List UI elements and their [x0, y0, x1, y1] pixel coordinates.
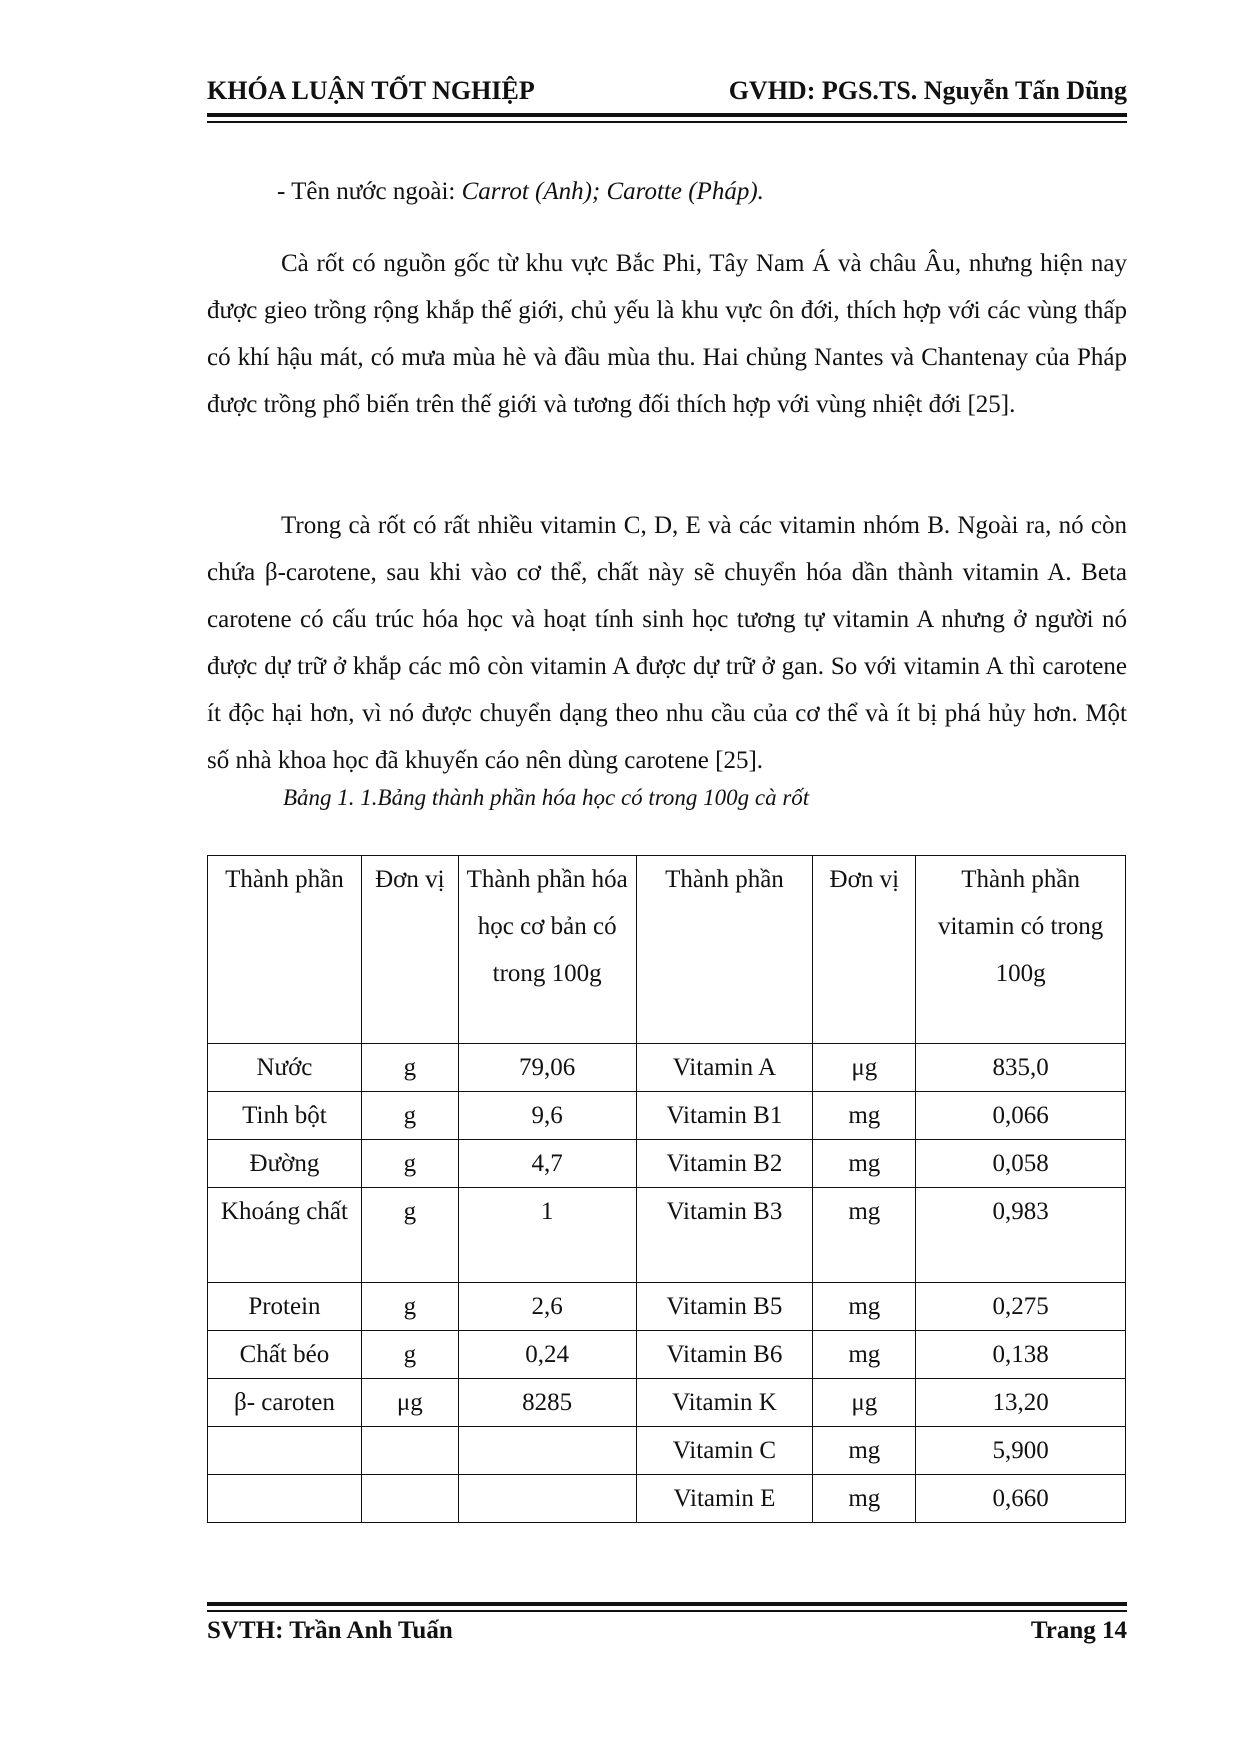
table-cell: Protein	[208, 1283, 362, 1331]
table-cell: Vitamin C	[636, 1427, 813, 1475]
table-body	[208, 856, 1126, 1523]
table-cell: g	[361, 1044, 458, 1092]
table-cell: g	[361, 1283, 458, 1331]
header-cell: Đơn vị	[813, 856, 916, 1044]
table-row	[208, 1092, 1126, 1140]
table-cell: 835,0	[916, 1044, 1126, 1092]
table-cell	[458, 1475, 636, 1523]
table-cell: 2,6	[458, 1283, 636, 1331]
table-cell: Chất béo	[208, 1331, 362, 1379]
table-cell: Vitamin B5	[636, 1283, 813, 1331]
table-cell: Vitamin B6	[636, 1331, 813, 1379]
table-cell: 79,06	[458, 1044, 636, 1092]
table-cell: Vitamin B1	[636, 1092, 813, 1140]
table-cell	[458, 1427, 636, 1475]
table-cell: 5,900	[916, 1427, 1126, 1475]
table-cell: μg	[813, 1379, 916, 1427]
table-cell: 0,058	[916, 1140, 1126, 1188]
footer-author: SVTH: Trần Anh Tuấn	[207, 1617, 453, 1644]
table-cell: 1	[458, 1188, 636, 1283]
footer-rule-thin	[207, 1610, 1127, 1612]
table-cell	[361, 1475, 458, 1523]
table-cell	[208, 1475, 362, 1523]
table-cell: 13,20	[916, 1379, 1126, 1427]
paragraph-2: Trong cà rốt có rất nhiều vitamin C, D, E và các vitamin nhóm B. Ngoài ra, nó còn chứa β-carotene, sau khi vào cơ thể, chất này sẽ chuyển hóa dần thành vitamin A. Beta carotene có cấu trúc hóa học và hoạt tính sinh học tương tự vitamin A nhưng ở người nó được dự trữ ở khắp các mô còn vitamin A được dự trữ ở gan. So với vitamin A thì carotene ít độc hại hơn, vì nó được chuyển dạng theo nhu cầu của cơ thể và ít bị phá hủy hơn. Một số nhà khoa học đã khuyến cáo nên dùng carotene [25].	[207, 512, 1127, 774]
header-cell: Thành phần	[208, 856, 362, 1044]
table-row	[208, 1331, 1126, 1379]
table-cell: 0,066	[916, 1092, 1126, 1140]
table-cell	[361, 1427, 458, 1475]
table-cell: mg	[813, 1331, 916, 1379]
table-cell: Vitamin E	[636, 1475, 813, 1523]
page-number: Trang 14	[1030, 1617, 1127, 1644]
table-cell: g	[361, 1188, 458, 1283]
table-cell: Vitamin A	[636, 1044, 813, 1092]
table-cell: g	[361, 1331, 458, 1379]
header-rule-thin	[207, 121, 1127, 123]
table-cell: Vitamin B2	[636, 1140, 813, 1188]
header-cell: Đơn vị	[361, 856, 458, 1044]
table-cell: mg	[813, 1140, 916, 1188]
intro-line	[207, 168, 1127, 215]
table-header-row	[208, 856, 1126, 1044]
table-cell: Đường	[208, 1140, 362, 1188]
paragraph-origin	[207, 240, 1127, 428]
table-cell: mg	[813, 1427, 916, 1475]
header-rule-thick	[207, 113, 1127, 117]
table-cell: μg	[361, 1379, 458, 1427]
header-advisor: GVHD: PGS.TS. Nguyễn Tấn Dũng	[728, 76, 1127, 105]
table-row	[208, 1379, 1126, 1427]
header-cell: Thành phần vitamin có trong 100g	[916, 856, 1126, 1044]
table-cell: mg	[813, 1475, 916, 1523]
table-row	[208, 1427, 1126, 1475]
header-title: KHÓA LUẬN TỐT NGHIỆP	[207, 76, 535, 105]
table-cell: 0,983	[916, 1188, 1126, 1283]
paragraph-vitamins	[207, 502, 1127, 784]
table-row	[208, 1044, 1126, 1092]
table-cell: Vitamin K	[636, 1379, 813, 1427]
table-cell: Nước	[208, 1044, 362, 1092]
page-footer	[207, 1617, 1127, 1657]
intro-foreign-names: Carrot (Anh); Carotte (Pháp).	[461, 178, 764, 205]
table-cell: 0,275	[916, 1283, 1126, 1331]
table-cell: 8285	[458, 1379, 636, 1427]
table-row	[208, 1283, 1126, 1331]
table-cell: 0,660	[916, 1475, 1126, 1523]
paragraph-1: Cà rốt có nguồn gốc từ khu vực Bắc Phi, Tây Nam Á và châu Âu, nhưng hiện nay được gieo trồng rộng khắp thế giới, chủ yếu là khu vực ôn đới, thích hợp với các vùng thấp có khí hậu mát, có mưa mùa hè và đầu mùa thu. Hai chủng Nantes và Chantenay của Pháp được trồng phổ biến trên thế giới và tương đối thích hợp với vùng nhiệt đới [25].	[207, 250, 1127, 418]
header-cell: Thành phần	[636, 856, 813, 1044]
table-cell: 0,24	[458, 1331, 636, 1379]
table-row	[208, 1475, 1126, 1523]
table-cell: 9,6	[458, 1092, 636, 1140]
table-cell: β- caroten	[208, 1379, 362, 1427]
table-cell: mg	[813, 1092, 916, 1140]
table-cell: mg	[813, 1283, 916, 1331]
table-cell	[208, 1427, 362, 1475]
table-cell: Khoáng chất	[208, 1188, 362, 1283]
table-row	[208, 1140, 1126, 1188]
table-cell: 4,7	[458, 1140, 636, 1188]
header-cell: Thành phần hóa học cơ bản có trong 100g	[458, 856, 636, 1044]
table-cell: μg	[813, 1044, 916, 1092]
table-cell: g	[361, 1092, 458, 1140]
table-row	[208, 1188, 1126, 1283]
footer-rule-thick	[207, 1602, 1127, 1606]
table-caption: Bảng 1. 1.Bảng thành phần hóa học có trong 100g cà rốt	[283, 785, 810, 810]
page-header	[207, 70, 1127, 110]
intro-prefix: - Tên nước ngoài:	[277, 178, 462, 205]
table-cell: mg	[813, 1188, 916, 1283]
table-cell: Tinh bột	[208, 1092, 362, 1140]
table-cell: Vitamin B3	[636, 1188, 813, 1283]
table-cell: g	[361, 1140, 458, 1188]
composition-table	[207, 855, 1126, 1523]
table-cell: 0,138	[916, 1331, 1126, 1379]
